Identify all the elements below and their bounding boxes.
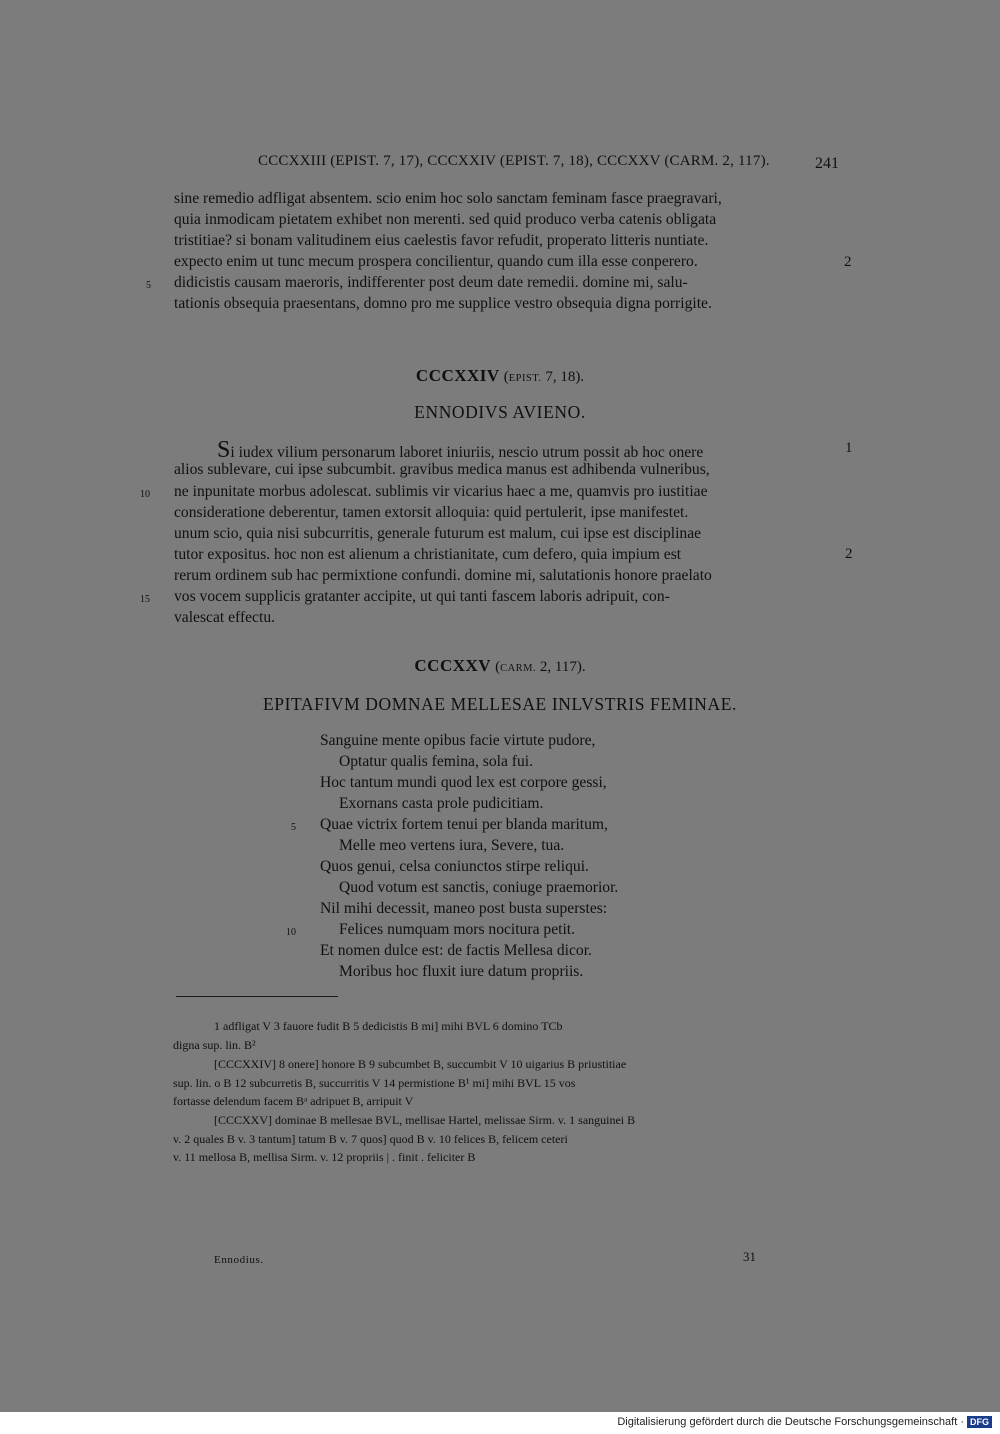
page-number: 241	[815, 155, 839, 172]
footnote-line: v. 11 mellosa B, mellisa Sirm. v. 12 propriis | . finit . feliciter B	[173, 1150, 476, 1164]
section-heading	[0, 366, 1000, 386]
footnote-line: sup. lin. o B 12 subcurretis B, succurritis V 14 permistione B¹ mi] mihi BVL 15 vos	[173, 1076, 576, 1090]
verse-line: Quod votum est sanctis, coniuge praemorior.	[339, 879, 619, 896]
footnote-line: [CCCXXIV] 8 onere] honore B 9 subcumbet B, succumbit V 10 uigarius B priustitiae	[214, 1057, 627, 1071]
section-number: CCCXXV	[414, 656, 492, 675]
credit-text: Digitalisierung gefördert durch die Deutsche Forschungsgemeinschaft ·	[617, 1416, 964, 1428]
running-head: CCCXXIII (EPIST. 7, 17), CCCXXIV (EPIST. 7, 18), CCCXXV (CARM. 2, 117).	[258, 153, 770, 169]
signature-mark: Ennodius.	[214, 1254, 264, 1266]
verse-line: Quos genui, celsa coniunctos stirpe reliqui.	[320, 858, 589, 875]
text-line: rerum ordinem sub hac permixtione confundi. domine mi, salutationis honore praelato	[174, 567, 712, 584]
text-line-content: i iudex vilium personarum laboret iniuriis, nescio utrum possit ab hoc onere	[230, 444, 704, 461]
footnote-line: fortasse delendum facem Bᵃ adripuet B, arripuit V	[173, 1094, 414, 1108]
text-line	[217, 437, 703, 464]
section-title: EPITAFIVM DOMNAE MELLESAE INLVSTRIS FEMINAE.	[262, 694, 737, 714]
paragraph-number: 2	[844, 254, 852, 270]
verse-line: Sanguine mente opibus facie virtute pudore,	[320, 732, 596, 749]
paragraph-number: 1	[845, 440, 853, 456]
text-line: tutor expositus. hoc non est alienum a christianitate, cum defero, quia impium est	[174, 546, 682, 563]
text-line: quia inmodicam pietatem exhibet non merenti. sed quid produco verba catenis obligata	[174, 211, 717, 228]
text-line: consideratione deberentur, tamen extorsit alloquia: quid pertulerit, ipse manifestet.	[174, 504, 689, 521]
dfg-logo: DFG	[967, 1416, 992, 1428]
line-number: 5	[291, 822, 296, 833]
reference-abbrev: EPIST.	[508, 373, 542, 384]
drop-cap: S	[217, 437, 231, 463]
text-line: tationis obsequia praesentans, domno pro me supplice vestro obsequia digna porrigite.	[174, 295, 712, 312]
sheet-number: 31	[743, 1249, 756, 1264]
text-line: expecto enim ut tunc mecum prospera concilientur, quando cum illa esse conperero.	[174, 253, 698, 270]
section-reference: (CARM. 2, 117).	[495, 659, 586, 675]
text-line: sine remedio adfligat absentem. scio enim hoc solo sanctam feminam fasce praegravari,	[174, 190, 722, 207]
line-number: 15	[140, 594, 150, 605]
line-number: 10	[286, 927, 296, 938]
dfg-credit	[617, 1416, 992, 1428]
line-number: 10	[140, 489, 150, 500]
verse-line: Et nomen dulce est: de factis Mellesa dicor.	[320, 942, 592, 959]
text-line: ne inpunitate morbus adolescat. sublimis vir vicarius haec a me, quamvis pro iustitiae	[174, 483, 708, 500]
footnote-line: 1 adfligat V 3 fauore fudit B 5 dedicistis B mi] mihi BVL 6 domino TCb	[214, 1019, 563, 1033]
text-line: unum scio, quia nisi subcurritis, generale futurum est malum, cui ipse est disciplinae	[174, 525, 702, 542]
verse-line: Moribus hoc fluxit iure datum propriis.	[339, 963, 584, 980]
reference-rest: 2, 117).	[539, 659, 586, 675]
text-line: didicistis causam maeroris, indifferenter post deum date remedii. domine mi, salu-	[174, 274, 688, 291]
reference-abbrev: CARM.	[500, 663, 537, 674]
section-reference: (EPIST. 7, 18).	[503, 369, 585, 385]
footnote-line: [CCCXXV] dominae B mellesae BVL, mellisae Hartel, melissae Sirm. v. 1 sanguinei B	[214, 1113, 636, 1127]
text-line: vos vocem supplicis gratanter accipite, ut qui tanti fascem laboris adripuit, con-	[174, 588, 670, 605]
text-line: alios sublevare, cui ipse subcumbit. gravibus medica manus est adhibenda vulneribus,	[174, 461, 710, 478]
text-line: tristitiae? si bonam valitudinem eius caelestis favor refudit, properato litteris nuntiate.	[174, 232, 709, 249]
verse-line: Exornans casta prole pudicitiam.	[339, 795, 544, 812]
footnote-line: digna sup. lin. B²	[173, 1038, 256, 1052]
footnote-line: v. 2 quales B v. 3 tantum] tatum B v. 7 quos] quod B v. 10 felices B, felicem ceteri	[173, 1132, 568, 1146]
verse-line: Felices numquam mors nocitura petit.	[339, 921, 576, 938]
section-number: CCCXXIV	[415, 366, 500, 385]
text-line: valescat effectu.	[174, 609, 276, 626]
paragraph-number: 2	[845, 546, 853, 562]
verse-line: Nil mihi decessit, maneo post busta superstes:	[320, 900, 608, 917]
verse-line: Hoc tantum mundi quod lex est corpore gessi,	[320, 774, 607, 791]
section-title: ENNODIVS AVIENO.	[414, 402, 586, 422]
line-number: 5	[146, 280, 151, 291]
footnote-rule	[176, 996, 338, 997]
verse-line: Quae victrix fortem tenui per blanda maritum,	[320, 816, 608, 833]
section-heading	[0, 656, 1000, 676]
reference-rest: 7, 18).	[545, 369, 585, 385]
verse-line: Melle meo vertens iura, Severe, tua.	[339, 837, 565, 854]
verse-line: Optatur qualis femina, sola fui.	[339, 753, 534, 770]
